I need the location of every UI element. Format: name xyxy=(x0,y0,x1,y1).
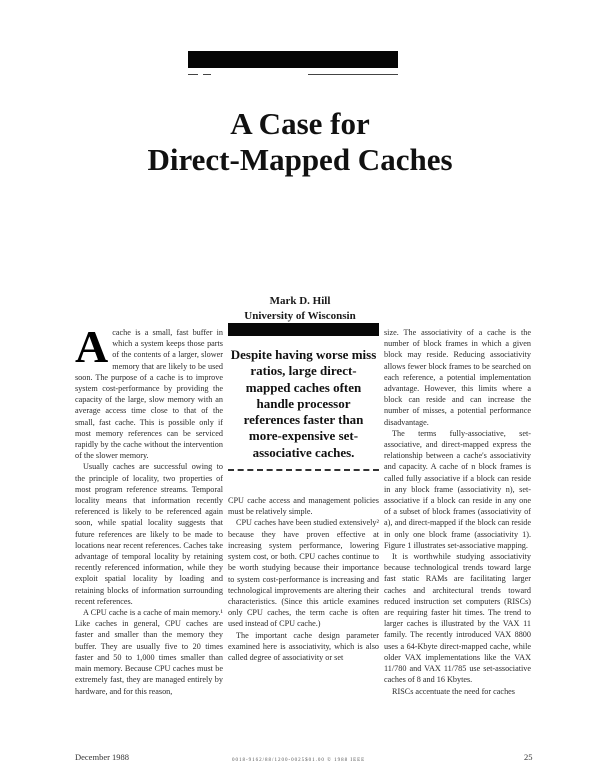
column-2-container xyxy=(228,323,379,663)
drop-cap: A xyxy=(75,321,109,372)
pull-quote-bar xyxy=(228,323,379,336)
paragraph-text: cache is a small, fast buffer in which a system keeps those parts of the contents of a larger, slower memory that are likely to be used soon. The purpose of a cache is to improve system cost-performance by providing the capacity of the large, slow memory with an average access time close to that of the small, fast cache. This is possible only if most memory references can be serviced rapidly by the cache without the intervention of the slower memory. xyxy=(75,328,223,461)
author-affiliation: University of Wisconsin xyxy=(244,310,356,322)
title-line: A Case for xyxy=(230,106,370,141)
paragraph xyxy=(75,321,223,461)
header-decorative-bar xyxy=(188,51,398,68)
footer-copyright: 0018-9162/88/1200-0025$01.00 © 1988 IEEE xyxy=(232,758,366,763)
page-number: 25 xyxy=(524,752,533,762)
byline xyxy=(0,294,600,324)
article-title xyxy=(0,106,600,178)
paragraph: A CPU cache is a cache of main memory.¹ Like caches in general, CPU caches are faster and smaller than the memory they buffer. They are usually five to 20 times faster and 50 to 1,000 times smaller than main memory. Because CPU caches must be extremely fast, they are managed entirely by hardware, and for this reason, xyxy=(75,608,223,696)
column-2 xyxy=(228,495,379,663)
author-name: Mark D. Hill xyxy=(269,295,331,307)
paragraph: RISCs accentuate the need for caches xyxy=(392,686,515,696)
title-line: Direct-Mapped Caches xyxy=(147,142,453,177)
paragraph: Usually caches are successful owing to the principle of locality, two properties of most program reference streams. Temporal locality means that information recently referenced is likely to be referenced again soon, while spatial locality suggests that future references are likely to be made to locations near recent references. Caches take advantage of temporal locality by retaining recently referenced information, while they exploit spatial locality by loading and retaining blocks of information surrounding recent references. xyxy=(75,462,223,606)
paragraph: CPU caches have been studied extensively² because they have proven effective at increasing system performance, lowering system cost, or both. CPU caches continue to be worth studying because their importance to system cost-performance is increasing and technological improvements are altering their characteristics. (Since this article examines only CPU caches, the term cache is often used instead of CPU cache.) xyxy=(228,518,379,629)
header-rule xyxy=(188,74,198,75)
pull-quote: Despite having worse miss ratios, large direct-mapped caches often handle processor references faster than more-expensive set-associative caches. xyxy=(230,347,377,460)
header-rule xyxy=(308,74,398,75)
header-rule xyxy=(203,74,211,75)
column-3 xyxy=(384,327,531,697)
paragraph: The terms fully-associative, set-associative, and direct-mapped express the relationship between a cache's associativity and capacity. A cache of n block frames is called fully associative if a block can reside in any block frame (associativity n), set-associative if a block can reside in any one of a subset of block frames (associativity of a), and direct-mapped if the block can reside in only one block frame (associativity 1). Figure 1 illustrates set-associative mapping. xyxy=(384,428,531,550)
paragraph: The important cache design parameter examined here is associativity, which is also called degree of associativity or set xyxy=(228,630,379,662)
column-1 xyxy=(75,321,223,697)
pull-quote-rule xyxy=(228,469,379,471)
paragraph: size. The associativity of a cache is the number of block frames in which a given block may reside. Reducing associativity allows fewer block frames to be searched on each reference, a potential implementation advantage. However, this limits where a block can reside and can increase the number of misses, a potential performance disadvantage. xyxy=(384,328,531,427)
paragraph: CPU cache access and management policies must be relatively simple. xyxy=(228,496,379,517)
footer-date: December 1988 xyxy=(75,752,130,762)
paragraph: It is worthwhile studying associativity because technological trends toward large fast static RAMs are facilitating larger caches and architectural trends toward reduced instruction set computers (RISCs) are requiring faster hit times. The trend to larger caches is illustrated by the VAX 11 family. The recently introduced VAX 8800 uses a 64-Kbyte direct-mapped cache, while older VAX implementations like the VAX 11/780 and VAX 11/785 use set-associative caches of 8 and 16 Kbytes. xyxy=(384,552,531,685)
